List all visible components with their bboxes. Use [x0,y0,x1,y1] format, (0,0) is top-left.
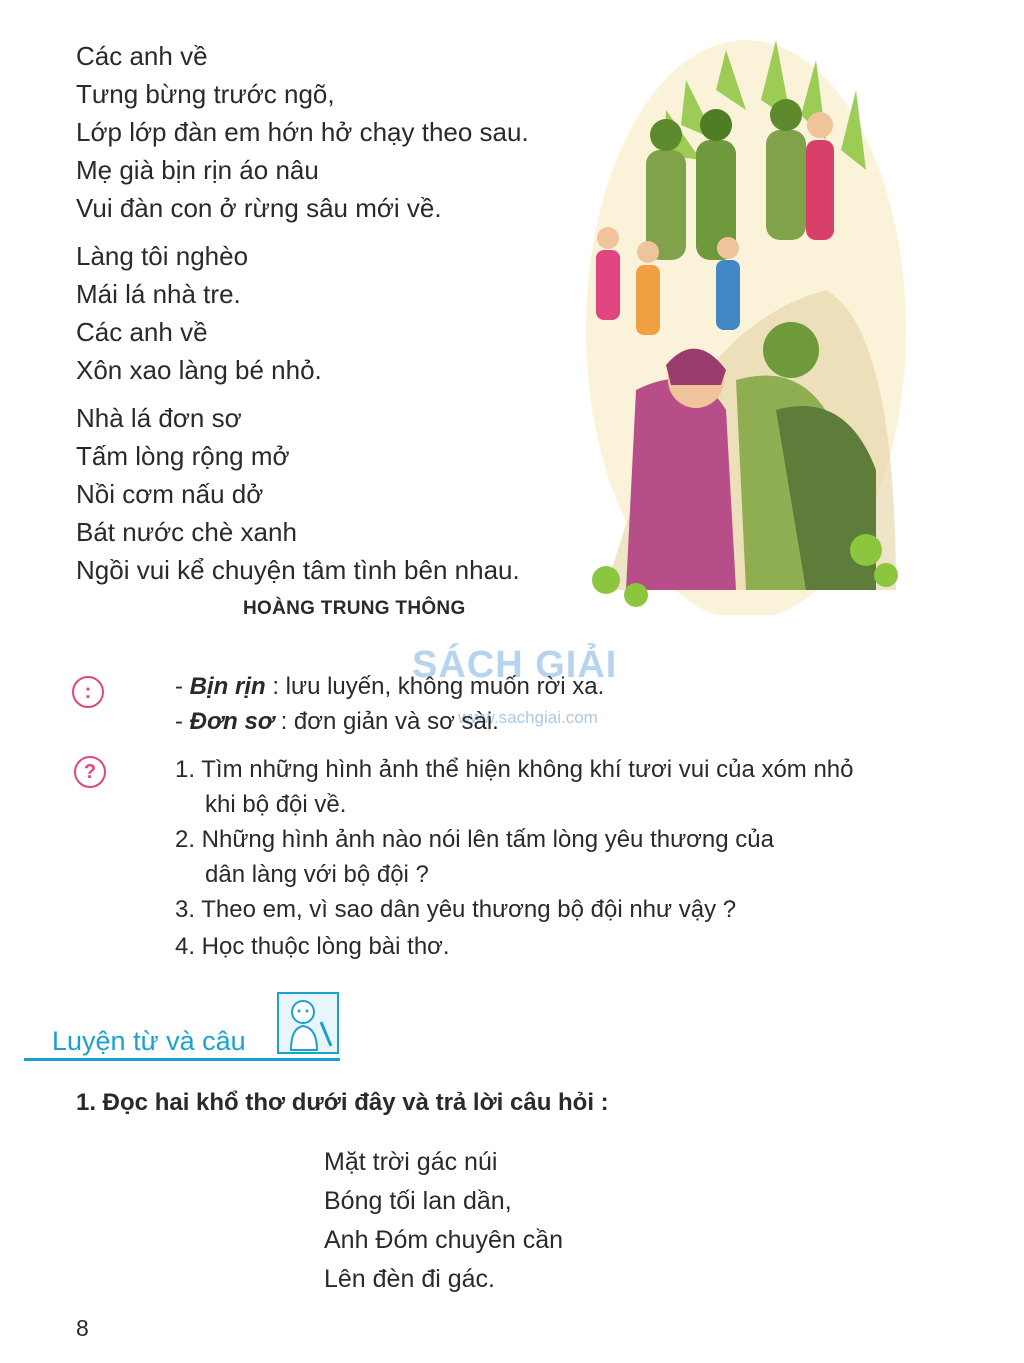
poem-line: Xôn xao làng bé nhỏ. [76,355,322,385]
watermark-url: www.sachgiai.com [458,708,598,727]
poem-line: Nồi cơm nấu dở [76,479,264,509]
poem-line: Các anh về [76,317,208,347]
question-item [175,822,880,892]
poem-stanza-2 [76,237,322,389]
glossary-item [175,708,499,736]
glossary-definition: : đơn giản và sơ sài. [273,708,499,735]
poem-line: Các anh về [76,41,208,71]
poem-line: Anh Đóm chuyên cần [324,1226,564,1254]
poem-line: Nhà lá đơn sơ [76,403,242,433]
question-item [175,892,880,927]
poem-line: Bóng tối lan dần, [324,1187,512,1215]
poem-line: Tưng bừng trước ngõ, [76,79,335,109]
exercise-task: 1. Đọc hai khổ thơ dưới đây và trả lời câu hỏi : [76,1089,609,1116]
watermark-brand: SÁCH GIẢI [412,644,618,686]
poem-stanza-1 [76,37,529,227]
question-icon: ? [74,756,106,788]
poem-line: Ngồi vui kể chuyện tâm tình bên nhau. [76,555,520,585]
poem-line: Làng tôi nghèo [76,241,249,271]
glossary-dash: - [175,708,190,735]
glossary-item [175,673,604,701]
section-underline [24,1058,340,1061]
student-writing-icon [277,992,339,1054]
colon-icon: : [72,676,104,708]
section-title: Luyện từ và câu [52,1026,246,1056]
question-item [175,752,880,822]
poem-line: Lớp lớp đàn em hớn hở chạy theo sau. [76,117,529,147]
glossary-definition: : lưu luyến, không muốn rời xa. [265,673,605,700]
question-text: 4. Học thuộc lòng bài thơ. [175,933,450,960]
question-text: 3. Theo em, vì sao dân yêu thương bộ đội như vậy ? [175,896,737,923]
exercise-poem [324,1143,563,1299]
question-text: 1. Tìm những hình ảnh thể hiện không khí tươi vui của xóm nhỏ [175,756,854,783]
village-illustration [576,30,906,615]
poem-author: HOÀNG TRUNG THÔNG [243,598,466,619]
poem-stanza-3 [76,399,520,589]
glossary-term: Đơn sơ [189,708,274,735]
poem-line: Mái lá nhà tre. [76,279,241,309]
question-text-continued: khi bộ đội về. [205,791,347,818]
question-item [175,929,880,964]
glossary-dash: - [175,673,190,700]
poem-line: Lên đèn đi gác. [324,1265,495,1293]
poem-line: Tấm lòng rộng mở [76,441,290,471]
poem-line: Mặt trời gác núi [324,1148,498,1176]
question-text-continued: dân làng với bộ đội ? [205,861,429,888]
poem-line: Bát nước chè xanh [76,517,297,547]
page-number: 8 [76,1315,89,1341]
poem-line: Mẹ già bịn rịn áo nâu [76,155,319,185]
glossary-term: Bịn rịn [189,673,266,700]
question-text: 2. Những hình ảnh nào nói lên tấm lòng yêu thương của [175,826,774,853]
poem-line: Vui đàn con ở rừng sâu mới về. [76,193,442,223]
